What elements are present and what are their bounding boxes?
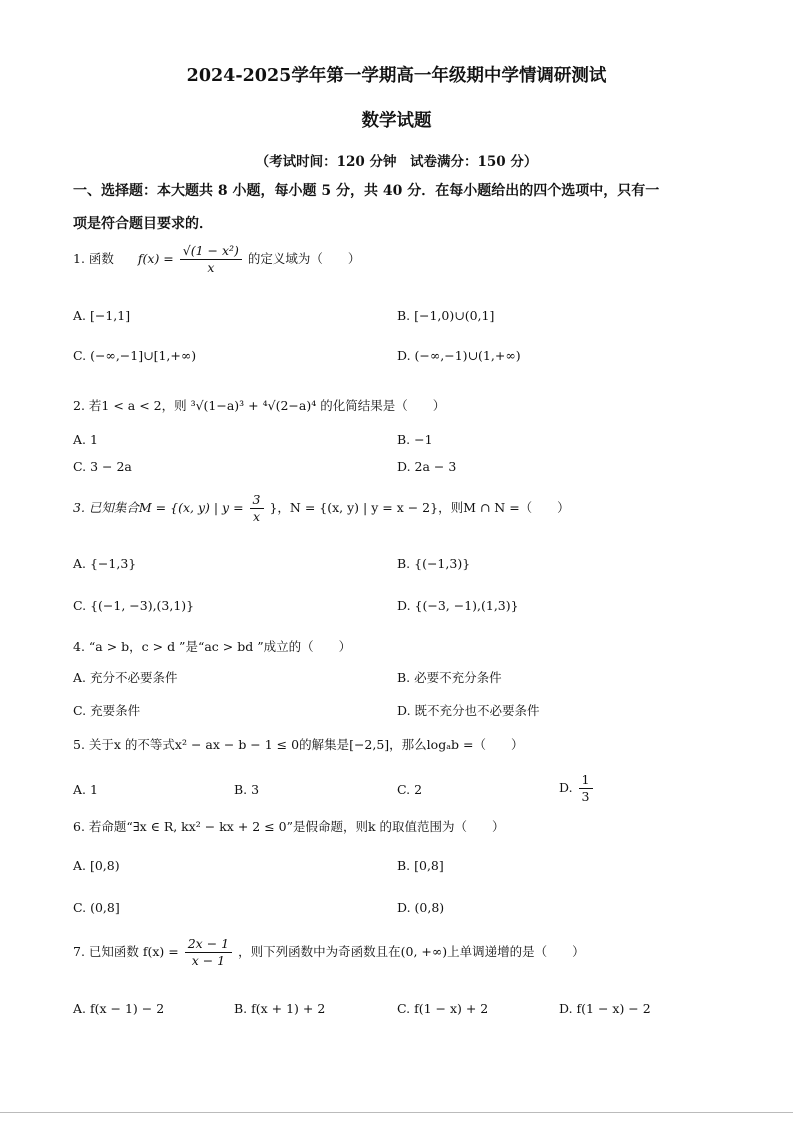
section-heading: 一、选择题：本大题共 8 小题，每小题 5 分，共 40 分．在每小题给出的四个选项中，只有一 — [73, 183, 660, 199]
q7-option-d[interactable]: D. f(1 − x) − 2 — [559, 1001, 651, 1016]
q3-denominator: x — [252, 509, 261, 524]
q3-fraction — [250, 492, 264, 525]
q4-option-c[interactable]: C. 充要条件 — [73, 703, 141, 718]
q1-fraction — [180, 243, 242, 276]
q3-option-a[interactable]: A. {−1,3} — [73, 556, 137, 571]
q7-stem-post: ，则下列函数中为奇函数且在(0, +∞)上单调递增的是（ ） — [238, 944, 585, 959]
q1-numerator: √(1 − x²) — [180, 243, 242, 260]
q1-func: f(x) = — [137, 251, 174, 266]
q3-stem-pre: 3. 已知集合M = {(x, y) | y = — [73, 500, 244, 515]
q1-option-c[interactable]: C. (−∞,−1]∪[1,+∞) — [73, 348, 197, 363]
q5-option-d-label: D. — [559, 780, 573, 795]
q4-option-a[interactable]: A. 充分不必要条件 — [73, 670, 178, 685]
question-2: 2. 若1 < a < 2，则 ³√(1−a)³ + ⁴√(2−a)⁴ 的化简结果是（ ） — [73, 398, 446, 413]
q1-option-a[interactable]: A. [−1,1] — [73, 308, 131, 323]
q2-option-c[interactable]: C. 3 − 2a — [73, 459, 132, 474]
q1-option-b[interactable]: B. [−1,0)∪(0,1] — [397, 308, 495, 323]
q4-option-b[interactable]: B. 必要不充分条件 — [397, 670, 502, 685]
q4-option-d[interactable]: D. 既不充分也不必要条件 — [397, 703, 540, 718]
q7-numerator: 2x − 1 — [185, 936, 232, 953]
q5-d-numerator: 1 — [579, 772, 593, 789]
question-4: 4. “a > b，c > d ”是“ac > bd ”成立的（ ） — [73, 639, 352, 654]
q6-option-d[interactable]: D. (0,8) — [397, 900, 445, 915]
q2-option-a[interactable]: A. 1 — [73, 432, 98, 447]
section-heading-cont: 项是符合题目要求的． — [73, 216, 213, 232]
q3-option-b[interactable]: B. {(−1,3)} — [397, 556, 471, 571]
question-5: 5. 关于x 的不等式x² − ax − b − 1 ≤ 0的解集是[−2,5]，那么logₐb =（ ） — [73, 737, 524, 752]
q5-d-denominator: 3 — [581, 789, 590, 804]
question-1 — [73, 243, 360, 276]
q5-option-b[interactable]: B. 3 — [234, 782, 260, 797]
q6-option-c[interactable]: C. (0,8] — [73, 900, 120, 915]
page-bottom-divider — [0, 1112, 793, 1113]
q1-option-d[interactable]: D. (−∞,−1)∪(1,+∞) — [397, 348, 521, 363]
q3-option-d[interactable]: D. {(−3, −1),(1,3)} — [397, 598, 519, 613]
q7-option-b[interactable]: B. f(x + 1) + 2 — [234, 1001, 326, 1016]
q6-option-b[interactable]: B. [0,8] — [397, 858, 444, 873]
question-3 — [73, 492, 570, 525]
q7-option-a[interactable]: A. f(x − 1) − 2 — [73, 1001, 165, 1016]
paper-title: 2024-2025学年第一学期高一年级期中学情调研测试 — [186, 66, 607, 86]
q2-option-d[interactable]: D. 2a − 3 — [397, 459, 457, 474]
q7-fraction — [185, 936, 232, 969]
q1-denominator: x — [207, 260, 215, 275]
q1-stem-post: 的定义域为（ ） — [247, 251, 361, 266]
q7-denominator: x − 1 — [191, 953, 226, 968]
q5-option-d-fraction — [579, 772, 593, 805]
q5-option-c[interactable]: C. 2 — [397, 782, 423, 797]
q5-option-d[interactable] — [559, 772, 595, 805]
q3-option-c[interactable]: C. {(−1, −3),(3,1)} — [73, 598, 195, 613]
q7-stem-pre: 7. 已知函数 f(x) = — [73, 944, 179, 959]
q7-option-c[interactable]: C. f(1 − x) + 2 — [397, 1001, 489, 1016]
q1-stem-pre: 1. 函数 — [73, 251, 114, 266]
q3-stem-post: }，N = {(x, y) | y = x − 2}，则M ∩ N =（ ） — [269, 500, 570, 515]
q3-numerator: 3 — [250, 492, 264, 509]
q2-option-b[interactable]: B. −1 — [397, 432, 433, 447]
exam-info: （考试时间：120 分钟 试卷满分：150 分） — [255, 154, 538, 170]
q5-option-a[interactable]: A. 1 — [73, 782, 98, 797]
question-7 — [73, 936, 585, 969]
paper-subject: 数学试题 — [361, 111, 432, 131]
q6-option-a[interactable]: A. [0,8) — [73, 858, 120, 873]
question-6: 6. 若命题“∃x ∈ R, kx² − kx + 2 ≤ 0”是假命题，则k 的取值范围为（ ） — [73, 819, 505, 834]
